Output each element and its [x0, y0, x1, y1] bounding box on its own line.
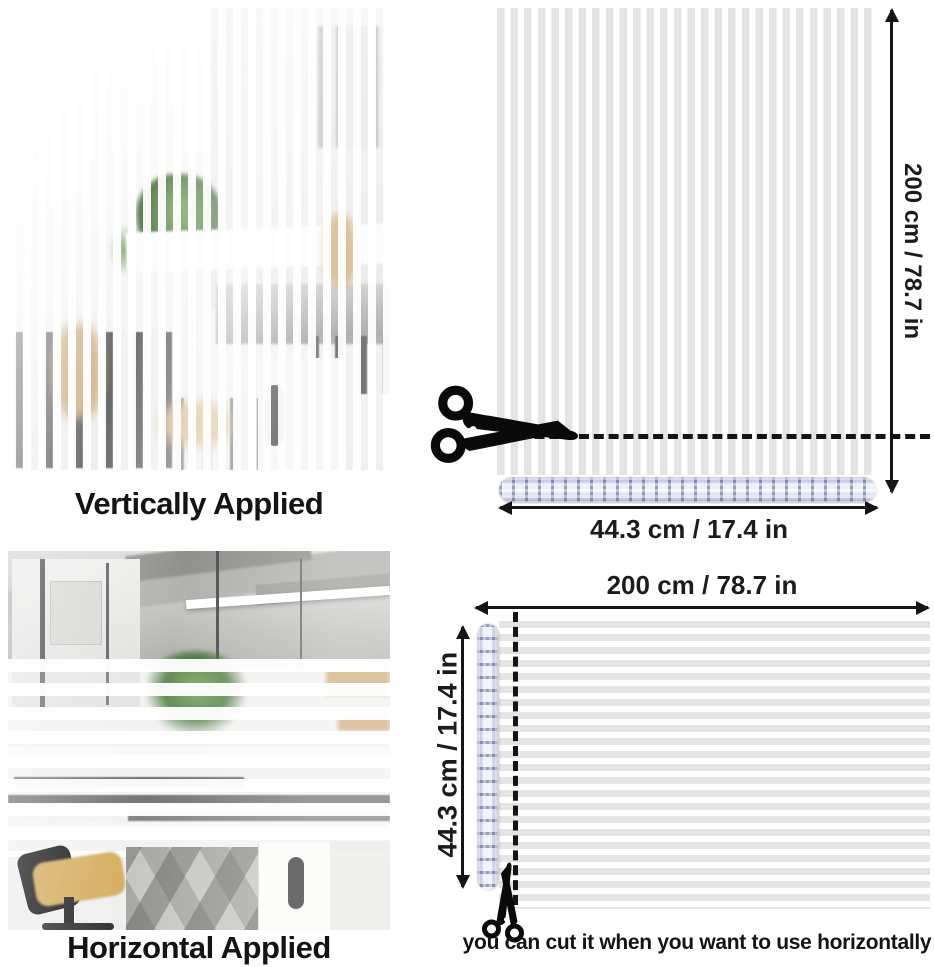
horizontal-diagram-height-label: 44.3 cm / 17.4 in	[432, 651, 463, 858]
photo-glass-sheen	[8, 551, 390, 930]
horizontal-photo-caption: Horizontal Applied	[67, 930, 331, 965]
width-measure-arrow-icon	[476, 606, 928, 609]
film-roll-horizontal	[499, 477, 876, 502]
photo-glass-sheen	[8, 8, 390, 470]
height-measure-arrow-icon	[890, 10, 893, 492]
cut-instruction-note: you can cut it when you want to use horizontally	[462, 931, 932, 954]
vertical-diagram-width-label: 44.3 cm / 17.4 in	[589, 514, 788, 544]
width-measure-arrow-icon	[500, 506, 877, 509]
vertical-diagram-height-label: 200 cm / 78.7 in	[899, 162, 926, 340]
vertical-applied-photo	[8, 8, 390, 470]
horizontal-film-panel	[499, 621, 930, 909]
horizontal-applied-photo	[8, 551, 390, 930]
film-roll-vertical	[477, 624, 498, 890]
horizontal-diagram-width-label: 200 cm / 78.7 in	[606, 570, 798, 600]
scissors-icon	[425, 382, 593, 474]
vertical-photo-caption: Vertically Applied	[74, 486, 324, 521]
